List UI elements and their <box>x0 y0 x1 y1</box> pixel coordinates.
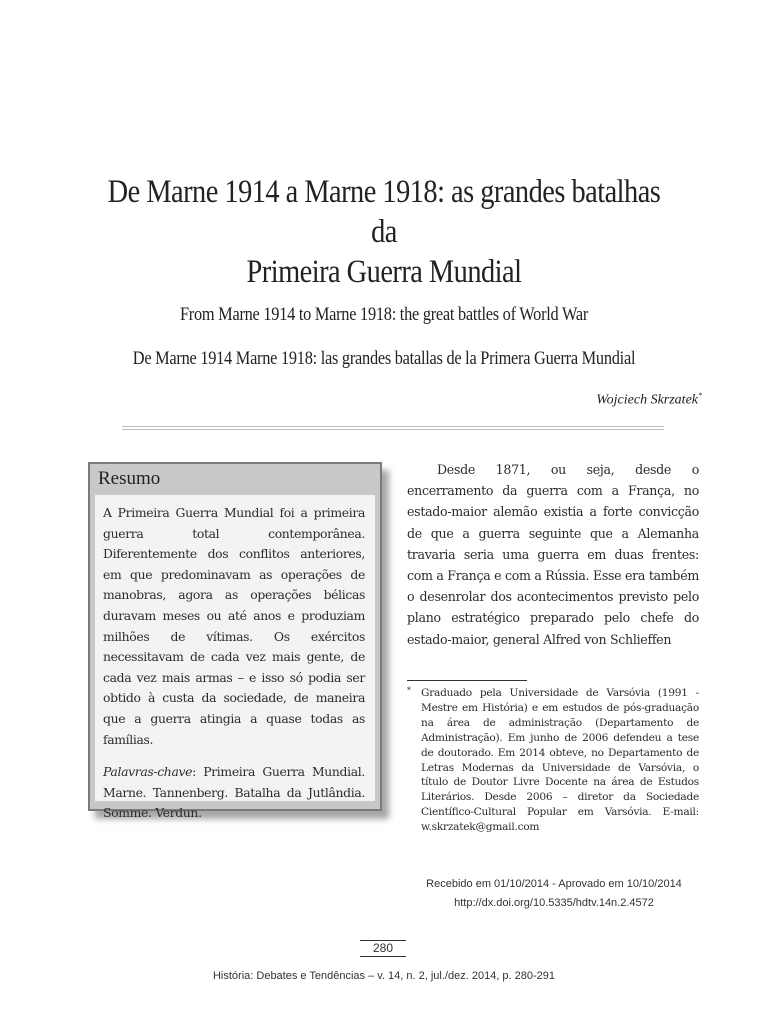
footnote-divider <box>407 680 527 681</box>
body-paragraph: Desde 1871, ou seja, desde o encerramento da guerra com a França, no estado-maior alemão existia a forte convicção de que a guerra seguinte que a Alemanha travaria seria uma guerra em duas frentes: com a França e com a Rússia. Esse era também o desenrolar dos acontecimentos previsto pelo plano estratégico preparado pelo chefe do estado-maior, general Alfred von Schlieffen <box>407 462 699 647</box>
article-title-line2: Primeira Guerra Mundial <box>246 254 522 290</box>
abstract-box <box>88 462 382 821</box>
page-number: 280 <box>360 940 406 957</box>
journal-citation: História: Debates e Tendências – v. 14, n. 2, jul./dez. 2014, p. 280-291 <box>212 970 556 982</box>
abstract-content <box>95 495 375 821</box>
body-column <box>407 459 699 650</box>
received-approved-dates: Recebido em 01/10/2014 - Aprovado em 10/10/2014 <box>426 878 682 890</box>
author-footnote-mark: * <box>698 391 702 400</box>
author-line <box>596 391 702 409</box>
doi-link[interactable]: http://dx.doi.org/10.5335/hdtv.14n.2.4572 <box>454 897 654 909</box>
article-title <box>105 172 662 292</box>
footnote-text: Graduado pela Universidade de Varsóvia (1991 - Mestre em História) e em estudos de pós-graduação na área de administração (Departamento de Administração). Em junho de 2006 defendeu a tese de doutorado. Em 2014 obteve, no Departamento de Letras Modernas da Universidade de Varsóvia, o título de Doutor Livre Docente na área de Estudos Literários. Desde 2006 – diretor da Sociedade Científico-Cultural Popular em Varsóvia. E-mail: w.skrzatek@gmail.com <box>421 687 699 834</box>
author-footnote <box>407 686 699 835</box>
footnote-mark: * <box>407 686 411 695</box>
abstract-heading: Resumo <box>98 468 161 489</box>
subtitle-spanish: De Marne 1914 Marne 1918: las grandes batallas de la Primera Guerra Mundial <box>132 348 636 369</box>
subtitle-english: From Marne 1914 to Marne 1918: the great battles of World War <box>179 304 589 325</box>
keywords-list: : Primeira Guerra Mundial. Marne. Tannenberg. Batalha da Jutlândia. Somme. Verdun. <box>103 764 365 821</box>
article-title-line1: De Marne 1914 a Marne 1918: as grandes batalhas da <box>107 174 661 250</box>
submission-info <box>406 875 702 913</box>
keywords-label: Palavras-chave <box>103 764 193 780</box>
abstract-text: A Primeira Guerra Mundial foi a primeira guerra total contemporânea. Diferentemente dos conflitos anteriores, em que predominavam as operações de manobras, agora as operações bélicas duravam meses ou até anos e produziam milhões de vítimas. Os exércitos necessitavam de cada vez mais gente, de cada vez mais armas – e isso só podia ser obtido à custa da sociedade, de maneira que a guerra atingia a quase todas as famílias. <box>103 505 365 747</box>
header-divider <box>122 426 664 430</box>
author-name: Wojciech Skrzatek <box>596 392 698 408</box>
keywords <box>103 762 365 824</box>
